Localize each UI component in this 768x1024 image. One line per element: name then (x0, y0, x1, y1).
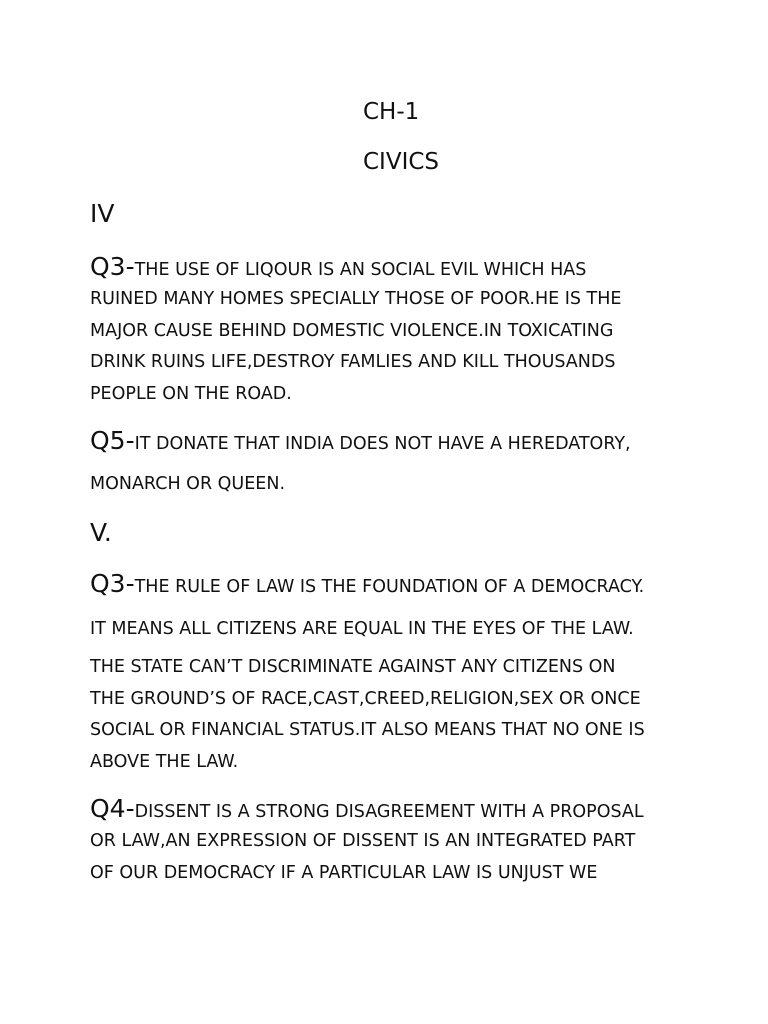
iv-q3-answer-body: RUINED MANY HOMES SPECIALLY THOSE OF POOR.HE IS THE MAJOR CAUSE BEHIND DOMESTIC VIOLENCE.IN TOXICATING DRINK RUINS LIFE,DESTROY FAMLIES AND KILL THOUSANDS PEOPLE ON THE ROAD. (90, 289, 622, 404)
v-q3-second-line: IT MEANS ALL CITIZENS ARE EQUAL IN THE EYES OF THE LAW. (90, 619, 634, 639)
iv-q3-label: Q3- (90, 252, 135, 281)
subject-heading: CIVICS (363, 149, 440, 175)
iv-q5-second-line: MONARCH OR QUEEN. (90, 474, 286, 494)
v-q3-first-line (90, 569, 644, 598)
iv-q3-first-line (90, 252, 586, 281)
chapter-heading: CH-1 (363, 99, 420, 125)
v-q3-answer-body: THE STATE CAN’T DISCRIMINATE AGAINST ANY CITIZENS ON THE GROUND’S OF RACE,CAST,CREED,RELIGION,SEX OR ONCE SOCIAL OR FINANCIAL STATUS.IT ALSO MEANS THAT NO ONE IS ABOVE THE LAW. (90, 657, 645, 772)
iv-q5-label: Q5- (90, 426, 135, 455)
iv-q5-first-text: IT DONATE THAT INDIA DOES NOT HAVE A HEREDATORY, (134, 434, 631, 454)
section-v-heading: V. (90, 518, 112, 547)
v-q4-first-line (90, 794, 644, 823)
v-q3-label: Q3- (90, 569, 135, 598)
section-iv-heading: IV (90, 199, 115, 228)
iv-q5-first-line (90, 426, 631, 455)
v-q4-answer-body: OR LAW,AN EXPRESSION OF DISSENT IS AN INTEGRATED PART OF OUR DEMOCRACY IF A PARTICULAR LAW IS UNJUST WE (90, 831, 636, 883)
iv-q3-first-text: THE USE OF LIQOUR IS AN SOCIAL EVIL WHICH HAS (134, 260, 587, 280)
v-q4-first-text: DISSENT IS A STRONG DISAGREEMENT WITH A PROPOSAL (134, 802, 644, 822)
v-q4-label: Q4- (90, 794, 135, 823)
v-q3-first-text: THE RULE OF LAW IS THE FOUNDATION OF A DEMOCRACY. (134, 577, 645, 597)
